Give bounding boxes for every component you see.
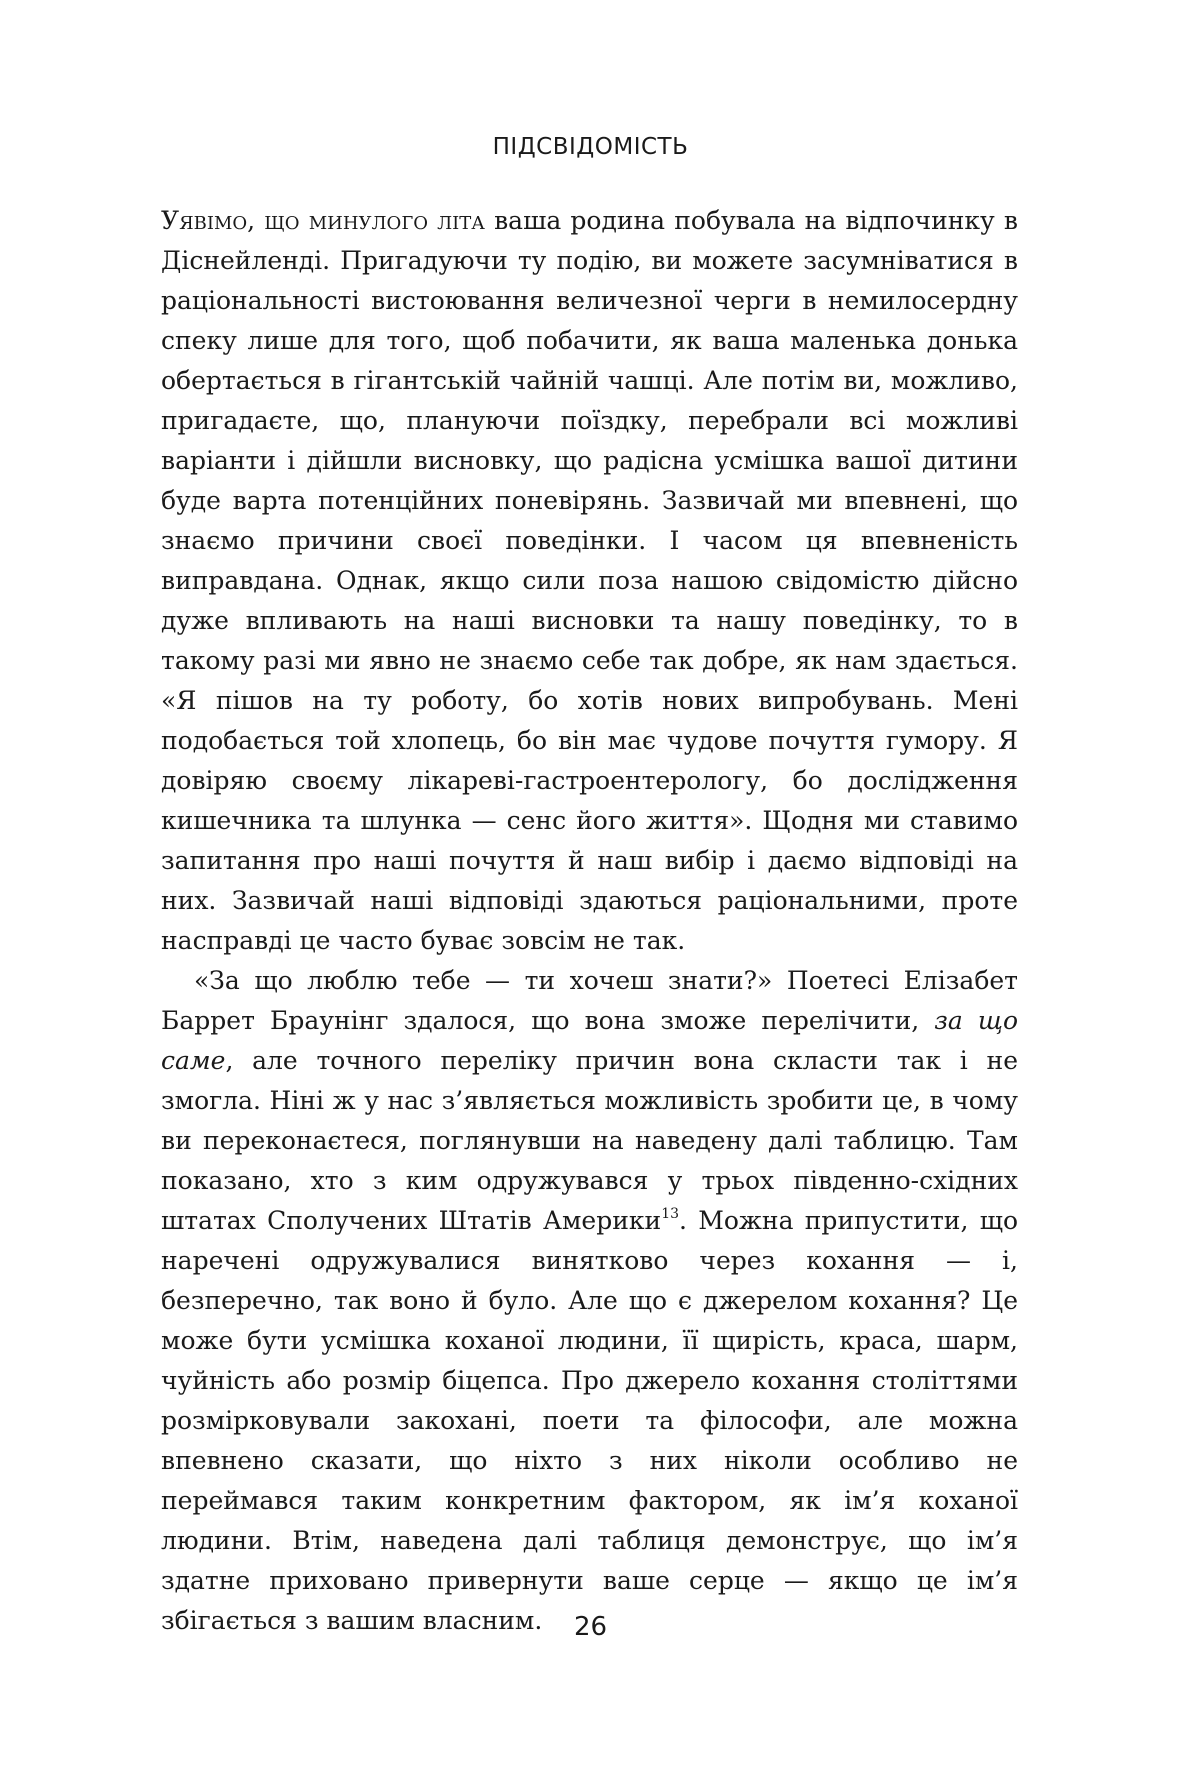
paragraph-1-text: ваша родина побувала на відпочинку в Діснейленді. Пригадуючи ту подію, ви можете засумніватися в раціональності вистоювання величезної черги в немилосердну спеку лише для того, щоб побачити, як ваша маленька донька обертається в гігантській чайній чашці. Але потім ви, можливо, пригадаєте, що, плануючи поїздку, перебрали всі можливі варіанти і дійшли висновку, що радісна усмішка вашої дитини буде варта потенційних поневірянь. Зазвичай ми впевнені, що знаємо причини своєї поведінки. І часом ця впевненість виправдана. Однак, якщо сили поза нашою свідомістю дійсно дуже впливають на наші висновки та нашу поведінку, то в такому разі ми явно не знаємо себе так добре, як нам здається. «Я пішов на ту роботу, бо хотів нових випробувань. Мені подобається той хлопець, бо він має чудове почуття гумору. Я довіряю своєму лікареві-гастроентерологу, бо дослідження кишечника та шлунка — сенс його життя». Щодня ми ставимо запитання про наші почуття й наш вибір і даємо відповіді на них. Зазвичай наші відповіді здаються раціональними, проте насправді це часто буває зовсім не так. xyxy=(161,206,1018,955)
footnote-reference[interactable]: 13 xyxy=(661,1206,680,1222)
running-title: ПІДСВІДОМІСТЬ xyxy=(492,134,689,160)
paragraph-2 xyxy=(161,961,1018,1641)
paragraph-2-text-b: , але точного переліку причин вона скласти так і не змогла. Ніні ж у нас з’являється можливість зробити це, в чому ви переконаєтеся, поглянувши на наведену далі таблицю. Там показано, хто з ким одружувався у трьох південно-східних штатах Сполучених Штатів Америки xyxy=(161,1046,1018,1235)
italic-phrase: за що саме xyxy=(161,1006,1018,1075)
paragraph-2-text-c: . Можна припустити, що наречені одружувалися винятково через кохання — і, безперечно, так воно й було. Але що є джерелом кохання? Це може бути усмішка коханої людини, її щирість, краса, шарм, чуйність або розмір біцепса. Про джерело кохання століттями розмірковували закохані, поети та філософи, але можна впевнено сказати, що ніхто з них ніколи особливо не переймався таким конкретним фактором, як ім’я коханої людини. Втім, наведена далі таблиця демонструє, що ім’я здатне приховано привернути ваше серце — якщо це ім’я збігається з вашим власним. xyxy=(161,1206,1019,1635)
lead-in-smallcaps: Уявімо, що минулого літа xyxy=(161,206,485,235)
paragraph-1 xyxy=(161,201,1018,961)
paragraph-2-text-a: «За що люблю тебе — ти хочеш знати?» Поетесі Елізабет Баррет Браунінг здалося, що вона зможе перелічити, xyxy=(161,966,1018,1035)
page-number: 26 xyxy=(573,1612,608,1642)
body-text xyxy=(161,201,1018,1641)
